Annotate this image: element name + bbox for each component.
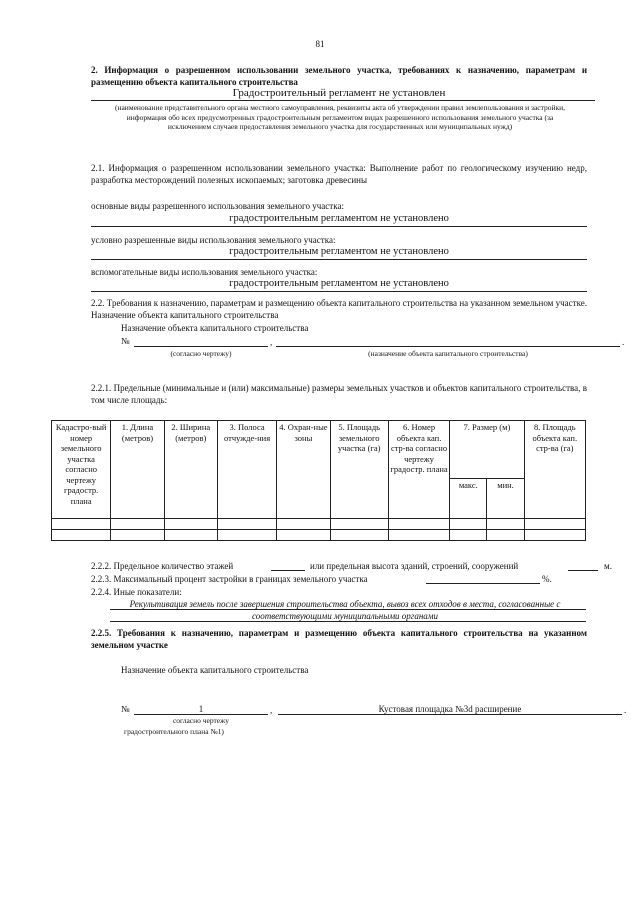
s22-number-line[interactable] xyxy=(134,346,268,347)
regulation-note: (наименование представительного органа местного самоуправления, реквизиты акта об утверждении правил землепользования и застройки, информация обо всех предусмотренных градостроительным регламентом видах разрешенного использования земельного участка (за исключением случаев предоставления земельного участка для государственных или муниципальных нужд) xyxy=(114,103,566,131)
header-object-area: 8. Площадь объекта кап. стр-ва (га) xyxy=(524,421,585,519)
header-length: 1. Длина (метров) xyxy=(111,421,164,519)
section-2-2-text: 2.2. Требования к назначению, параметрам и размещению объекта капитального строительства на указанном земельном участке. Назначение объекта капитального строительства xyxy=(91,298,587,320)
s224-underline-1 xyxy=(110,609,586,610)
s223-text: 2.2.3. Максимальный процент застройки в границах земельного участка xyxy=(91,574,368,584)
main-uses-underline xyxy=(91,226,587,227)
s222-text-b: или предельная высота зданий, строений, сооружений xyxy=(310,561,519,571)
subheader-max: макс. xyxy=(450,479,487,519)
s223-percent-line[interactable] xyxy=(426,583,540,584)
conditional-uses-label: условно разрешенные виды использования земельного участка: xyxy=(91,235,336,245)
s225-number-line[interactable] xyxy=(134,714,268,715)
s22-number-sign: № xyxy=(121,336,130,346)
s224-text: 2.2.4. Иные показатели: xyxy=(91,587,182,597)
table-row xyxy=(52,530,586,541)
auxiliary-uses-label: вспомогательные виды использования земельного участка: xyxy=(91,267,318,277)
s225-purpose-label: Назначение объекта капитального строительства xyxy=(121,665,309,675)
section-2-2-5-heading: 2.2.5. Требования к назначению, параметрам и размещению объекта капитального строительства на указанном земельном участке xyxy=(91,628,587,650)
s22-name-line[interactable] xyxy=(276,346,620,347)
s225-object-value: Кустовая площадка №3d расширение xyxy=(378,704,522,714)
s222-height-line[interactable] xyxy=(568,570,598,571)
s22-comma: , xyxy=(270,337,273,347)
s222-unit: м. xyxy=(604,561,612,571)
s225-note-line1: согласно чертежу xyxy=(172,716,230,725)
header-size: 7. Размер (м) xyxy=(450,421,524,479)
s222-floors-line[interactable] xyxy=(271,570,305,571)
regulation-underline xyxy=(91,100,595,101)
s22-purpose-label: Назначение объекта капитального строительства xyxy=(121,323,309,333)
header-width: 2. Ширина (метров) xyxy=(164,421,217,519)
s225-number-value: 1 xyxy=(198,704,204,714)
section-2-heading: 2. Информация о разрешенном использовании земельного участка, требованиях к назначению, параметрам и размещению объекта капитального строительства xyxy=(91,65,587,87)
s224-value: Рекультивация земель после завершения строительства объекта, вывоз всех отходов в места, согласованные с соответствующими муниципальными органами xyxy=(129,599,561,621)
header-cadastral: Кадастро-вый номер земельного участка согласно чертежу градостр. плана xyxy=(52,421,111,519)
conditional-uses-underline xyxy=(91,259,587,260)
s225-comma: , xyxy=(270,705,273,715)
table-row xyxy=(52,519,586,530)
section-2-1-text: 2.1. Информация о разрешенном использовании земельного участка: Выполнение работ по геологическому изучению недр, разработка месторождений полезных ископаемых; заготовка древесины xyxy=(91,163,587,185)
s224-underline-2 xyxy=(110,621,586,622)
s22-note-drawing: (согласно чертежу) xyxy=(170,349,232,358)
regulation-value: Градостроительный регламент не установлен xyxy=(232,87,446,99)
s222-text-a: 2.2.2. Предельное количество этажей xyxy=(91,561,234,571)
s223-unit: %. xyxy=(542,574,552,584)
main-uses-label: основные виды разрешенного использования земельного участка: xyxy=(91,201,344,211)
page-number: 81 xyxy=(315,39,325,49)
s22-dot: . xyxy=(622,337,625,347)
subheader-min: мин. xyxy=(487,479,524,519)
s22-note-name: (назначение объекта капитального строительства) xyxy=(368,349,528,358)
section-2-2-1-text: 2.2.1. Предельные (минимальные и (или) максимальные) размеры земельных участков и объектов капитального строительства, в том числе площадь: xyxy=(91,383,587,405)
s225-object-line[interactable] xyxy=(278,714,622,715)
auxiliary-uses-value: градостроительным регламентом не установлено xyxy=(229,278,449,289)
main-uses-value: градостроительным регламентом не установлено xyxy=(229,213,449,224)
header-exclusion-strip: 3. Полоса отчужде-ния xyxy=(217,421,276,519)
auxiliary-uses-underline xyxy=(91,291,587,292)
s225-note-line2: градостроительного плана №1) xyxy=(124,727,224,736)
header-land-area: 5. Площадь земельного участка (га) xyxy=(330,421,388,519)
header-object-number: 6. Номер объекта кап. стр-ва согласно чертежу градостр. плана xyxy=(388,421,449,519)
s225-number-sign: № xyxy=(121,704,130,714)
s225-dot: . xyxy=(624,705,627,715)
conditional-uses-value: градостроительным регламентом не установлено xyxy=(229,246,449,257)
parameters-table xyxy=(51,420,586,541)
header-protected-zones: 4. Охран-ные зоны xyxy=(277,421,330,519)
